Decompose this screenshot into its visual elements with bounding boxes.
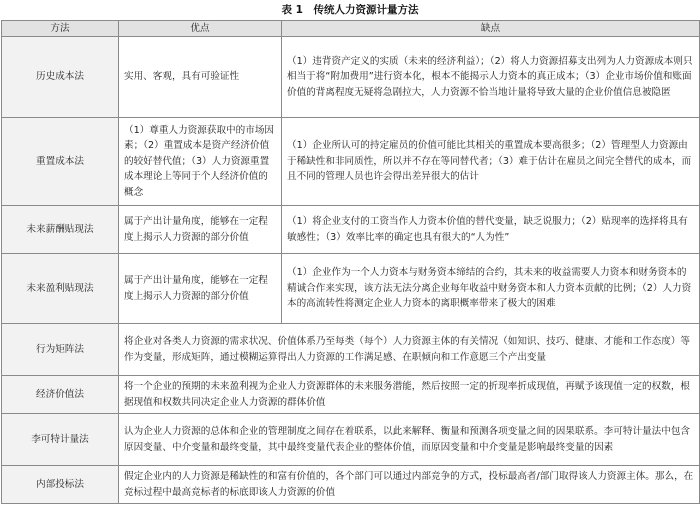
methods-table: [1, 20, 700, 504]
disadvantages-cell: （1）企业作为一个人力资本与财务资本缔结的合约，其未来的收益需要人力资本和财务资本的精诚合作来实现，该方法无法分离企业每年收益中财务资本和人力资本贡献的比例；（2）人力资本的高流转性将测定企业人力资本的离职概率带来了极大的困难: [282, 254, 700, 324]
table-row: [2, 466, 700, 504]
header-advantages: 优点: [119, 21, 282, 37]
table-row: [2, 118, 700, 206]
method-name: 行为矩阵法: [2, 324, 119, 376]
header-method: 方法: [2, 21, 119, 37]
description-cell: 将一个企业的预期的未来盈利视为企业人力资源群体的未来服务潜能，然后按照一定的折现率折成现值，再赋予该现值一定的权数，根据现值和权数共同决定企业人力资源的群体价值: [119, 376, 700, 414]
table-row: [2, 376, 700, 414]
table-row: [2, 254, 700, 324]
table-row: [2, 37, 700, 118]
method-name: 未来薪酬贴现法: [2, 206, 119, 254]
disadvantages-cell: （1）企业所认可的持定雇员的价值可能比其相关的重置成本要高很多；（2）管理型人力资源由于稀缺性和非同质性，所以并不存在等同替代者；（3）难于估计在雇员之间完全替代的成本，而且不同的管理人员也许会得出差异很大的估计: [282, 118, 700, 206]
method-name: 历史成本法: [2, 37, 119, 118]
disadvantages-cell: （1）将企业支付的工资当作人力资本价值的替代变量，缺乏说服力；（2）贴现率的选择将具有敏感性；（3）效率比率的确定也具有很大的“人为性”: [282, 206, 700, 254]
table-row: [2, 206, 700, 254]
description-cell: 认为企业人力资源的总体和企业的管理制度之间存在着联系，以此来解释、衡量和预测各项变量之间的因果联系。李可特计量法中包含原因变量、中介变量和最终变量，其中最终变量代表企业的整体价值，而原因变量和中介变量是影响最终变量的因素: [119, 414, 700, 466]
method-name: 李可特计量法: [2, 414, 119, 466]
table-row: [2, 414, 700, 466]
method-name: 内部投标法: [2, 466, 119, 504]
disadvantages-cell: （1）违背资产定义的实质（未来的经济利益）；（2）将人力资源招募支出列为人力资源成本则只相当于将“附加费用”进行资本化，根本不能揭示人力资本的真正成本；（3）企业市场价值和账面价值的背离程度无疑将急剧拉大，人力资源不恰当地计量将导致大量的企业价值信息被隐匿: [282, 37, 700, 118]
table-row: [2, 324, 700, 376]
advantages-cell: 属于产出计量角度，能够在一定程度上揭示人力资源的部分价值: [119, 254, 282, 324]
description-cell: 假定企业内的人力资源是稀缺性的和富有价值的，各个部门可以通过内部竞争的方式，投标最高者/部门取得该人力资源主体。那么，在竞标过程中最高竞标者的标底即该人力资源的价值: [119, 466, 700, 504]
method-name: 经济价值法: [2, 376, 119, 414]
table-caption: 表 1 传统人力资源计量方法: [281, 4, 419, 16]
advantages-cell: 实用、客观，具有可验证性: [119, 37, 282, 118]
table-header-row: [2, 21, 700, 37]
method-name: 未来盈利贴现法: [2, 254, 119, 324]
method-name: 重置成本法: [2, 118, 119, 206]
advantages-cell: 属于产出计量角度，能够在一定程度上揭示人力资源的部分价值: [119, 206, 282, 254]
description-cell: 将企业对各类人力资源的需求状况、价值体系乃至每类（每个）人力资源主体的有关情况（如知识、技巧、健康、才能和工作态度）等作为变量，形成矩阵，通过模糊运算得出人力资源的工作满足感、在职倾向和工作意愿三个产出变量: [119, 324, 700, 376]
advantages-cell: （1）尊重人力资源获取中的市场因素；（2）重置成本是资产经济价值的较好替代值；（3）人力资源重置成本理论上等同于个人经济价值的概念: [119, 118, 282, 206]
header-disadvantages: 缺点: [282, 21, 700, 37]
